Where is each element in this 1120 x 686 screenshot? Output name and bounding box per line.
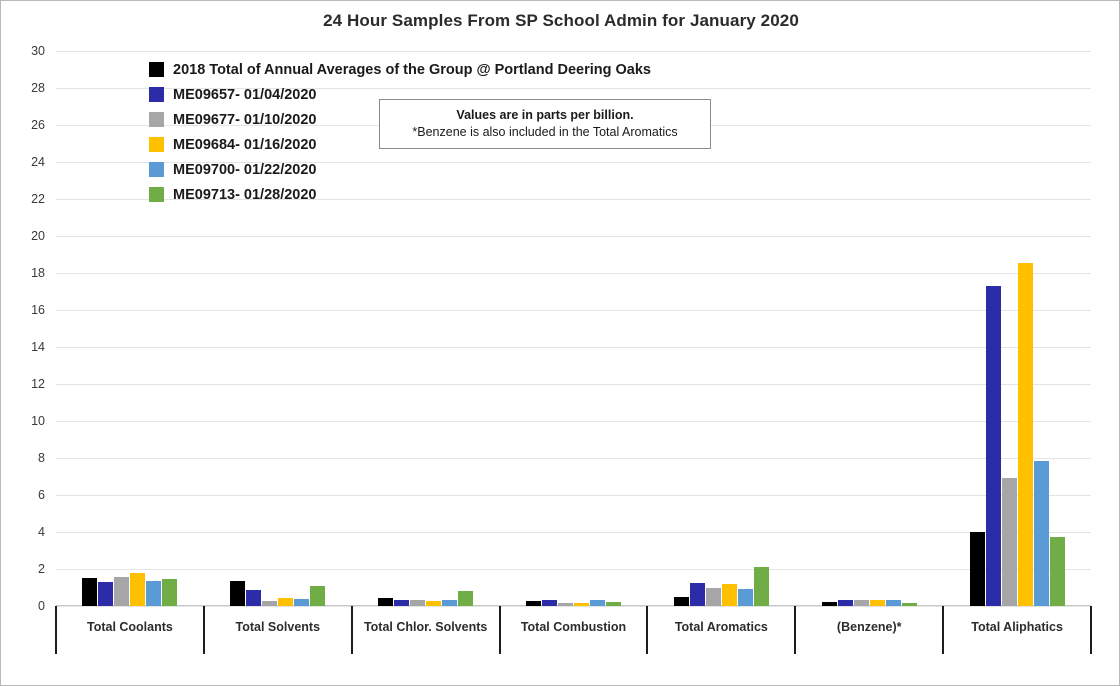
bar: [706, 588, 721, 607]
y-axis-tick-label: 14: [31, 340, 45, 354]
category-separator: [646, 606, 648, 654]
bar: [886, 600, 901, 606]
bar: [854, 600, 869, 606]
bar: [1002, 478, 1017, 606]
bar: [262, 601, 277, 606]
y-axis-tick-label: 6: [38, 488, 45, 502]
chart-title: 24 Hour Samples From SP School Admin for January 2020: [323, 11, 799, 30]
bar-group: [943, 51, 1091, 634]
bar: [458, 591, 473, 606]
y-axis-tick-label: 22: [31, 192, 45, 206]
bar: [902, 603, 917, 606]
legend-swatch-icon: [149, 112, 164, 127]
y-axis-tick-label: 0: [38, 599, 45, 613]
y-axis-tick-label: 4: [38, 525, 45, 539]
bar: [1018, 263, 1033, 606]
legend-item[interactable]: [149, 184, 651, 205]
y-axis-tick-label: 20: [31, 229, 45, 243]
bar: [822, 602, 837, 606]
bar: [426, 601, 441, 606]
bar: [442, 600, 457, 606]
bar: [410, 600, 425, 606]
legend-item-label: 2018 Total of Annual Averages of the Group @ Portland Deering Oaks: [173, 61, 651, 78]
y-axis-tick-label: 26: [31, 118, 45, 132]
bar: [838, 600, 853, 606]
bar: [230, 581, 245, 606]
note-line-2: *Benzene is also included in the Total Aromatics: [412, 125, 678, 139]
x-axis-category-label: Total Chlor. Solvents: [363, 620, 488, 634]
bar: [130, 573, 145, 606]
category-separator: [351, 606, 353, 654]
legend-item-label: ME09684- 01/16/2020: [173, 136, 317, 153]
legend-swatch-icon: [149, 62, 164, 77]
y-axis-tick-label: 2: [38, 562, 45, 576]
x-axis-category-label: Total Aliphatics: [971, 620, 1063, 634]
legend-item[interactable]: [149, 159, 651, 180]
x-axis-category-label: Total Aromatics: [674, 620, 768, 634]
bar: [378, 598, 393, 606]
legend-item[interactable]: [149, 59, 651, 80]
y-axis-tick-label: 8: [38, 451, 45, 465]
y-axis-tick-labels: [1, 44, 49, 613]
bar: [986, 286, 1001, 606]
bar: [590, 600, 605, 606]
legend-swatch-icon: [149, 162, 164, 177]
bar: [754, 567, 769, 606]
bar-group: [795, 51, 943, 634]
bar: [278, 598, 293, 606]
bar: [114, 577, 129, 606]
bar: [674, 597, 689, 606]
bar: [526, 601, 541, 606]
bar: [98, 582, 113, 606]
y-axis-tick-label: 24: [31, 155, 45, 169]
y-axis-tick-label: 12: [31, 377, 45, 391]
bar: [82, 578, 97, 606]
category-separator: [499, 606, 501, 654]
bar-group-bars: [795, 51, 943, 606]
bar-group-bars: [943, 51, 1091, 606]
bar: [738, 589, 753, 606]
x-axis-category-label: Total Solvents: [235, 620, 321, 634]
y-axis-tick-label: 16: [31, 303, 45, 317]
bar: [162, 579, 177, 606]
category-separator: [203, 606, 205, 654]
bar: [970, 532, 985, 606]
bar: [870, 600, 885, 606]
note-line-1: Values are in parts per billion.: [456, 108, 634, 122]
bar: [294, 599, 309, 606]
category-separator: [1090, 606, 1092, 654]
bar: [246, 590, 261, 606]
bar: [542, 600, 557, 606]
bar: [722, 584, 737, 606]
note-box: [379, 99, 711, 149]
category-separator: [55, 606, 57, 654]
legend-item-label: ME09657- 01/04/2020: [173, 86, 317, 103]
x-axis-category-label: Total Combustion: [520, 620, 627, 634]
category-separator: [794, 606, 796, 654]
bar: [690, 583, 705, 606]
bar: [146, 581, 161, 606]
legend-item-label: ME09700- 01/22/2020: [173, 161, 317, 178]
bar: [558, 603, 573, 606]
y-axis-tick-label: 28: [31, 81, 45, 95]
bar: [574, 603, 589, 606]
legend-item-label: ME09677- 01/10/2020: [173, 111, 317, 128]
category-separator: [942, 606, 944, 654]
bar: [606, 602, 621, 606]
bar: [1034, 461, 1049, 606]
gridline: [56, 606, 1091, 607]
legend-swatch-icon: [149, 87, 164, 102]
legend-swatch-icon: [149, 187, 164, 202]
bar: [310, 586, 325, 606]
y-axis-tick-label: 18: [31, 266, 45, 280]
bar: [1050, 537, 1065, 606]
y-axis-tick-label: 10: [31, 414, 45, 428]
bar: [394, 600, 409, 606]
y-axis-tick-label: 30: [31, 44, 45, 58]
legend-swatch-icon: [149, 137, 164, 152]
x-axis-category-label: (Benzene)*: [836, 620, 902, 634]
legend-item-label: ME09713- 01/28/2020: [173, 186, 317, 203]
x-axis-category-label: Total Coolants: [86, 620, 173, 634]
